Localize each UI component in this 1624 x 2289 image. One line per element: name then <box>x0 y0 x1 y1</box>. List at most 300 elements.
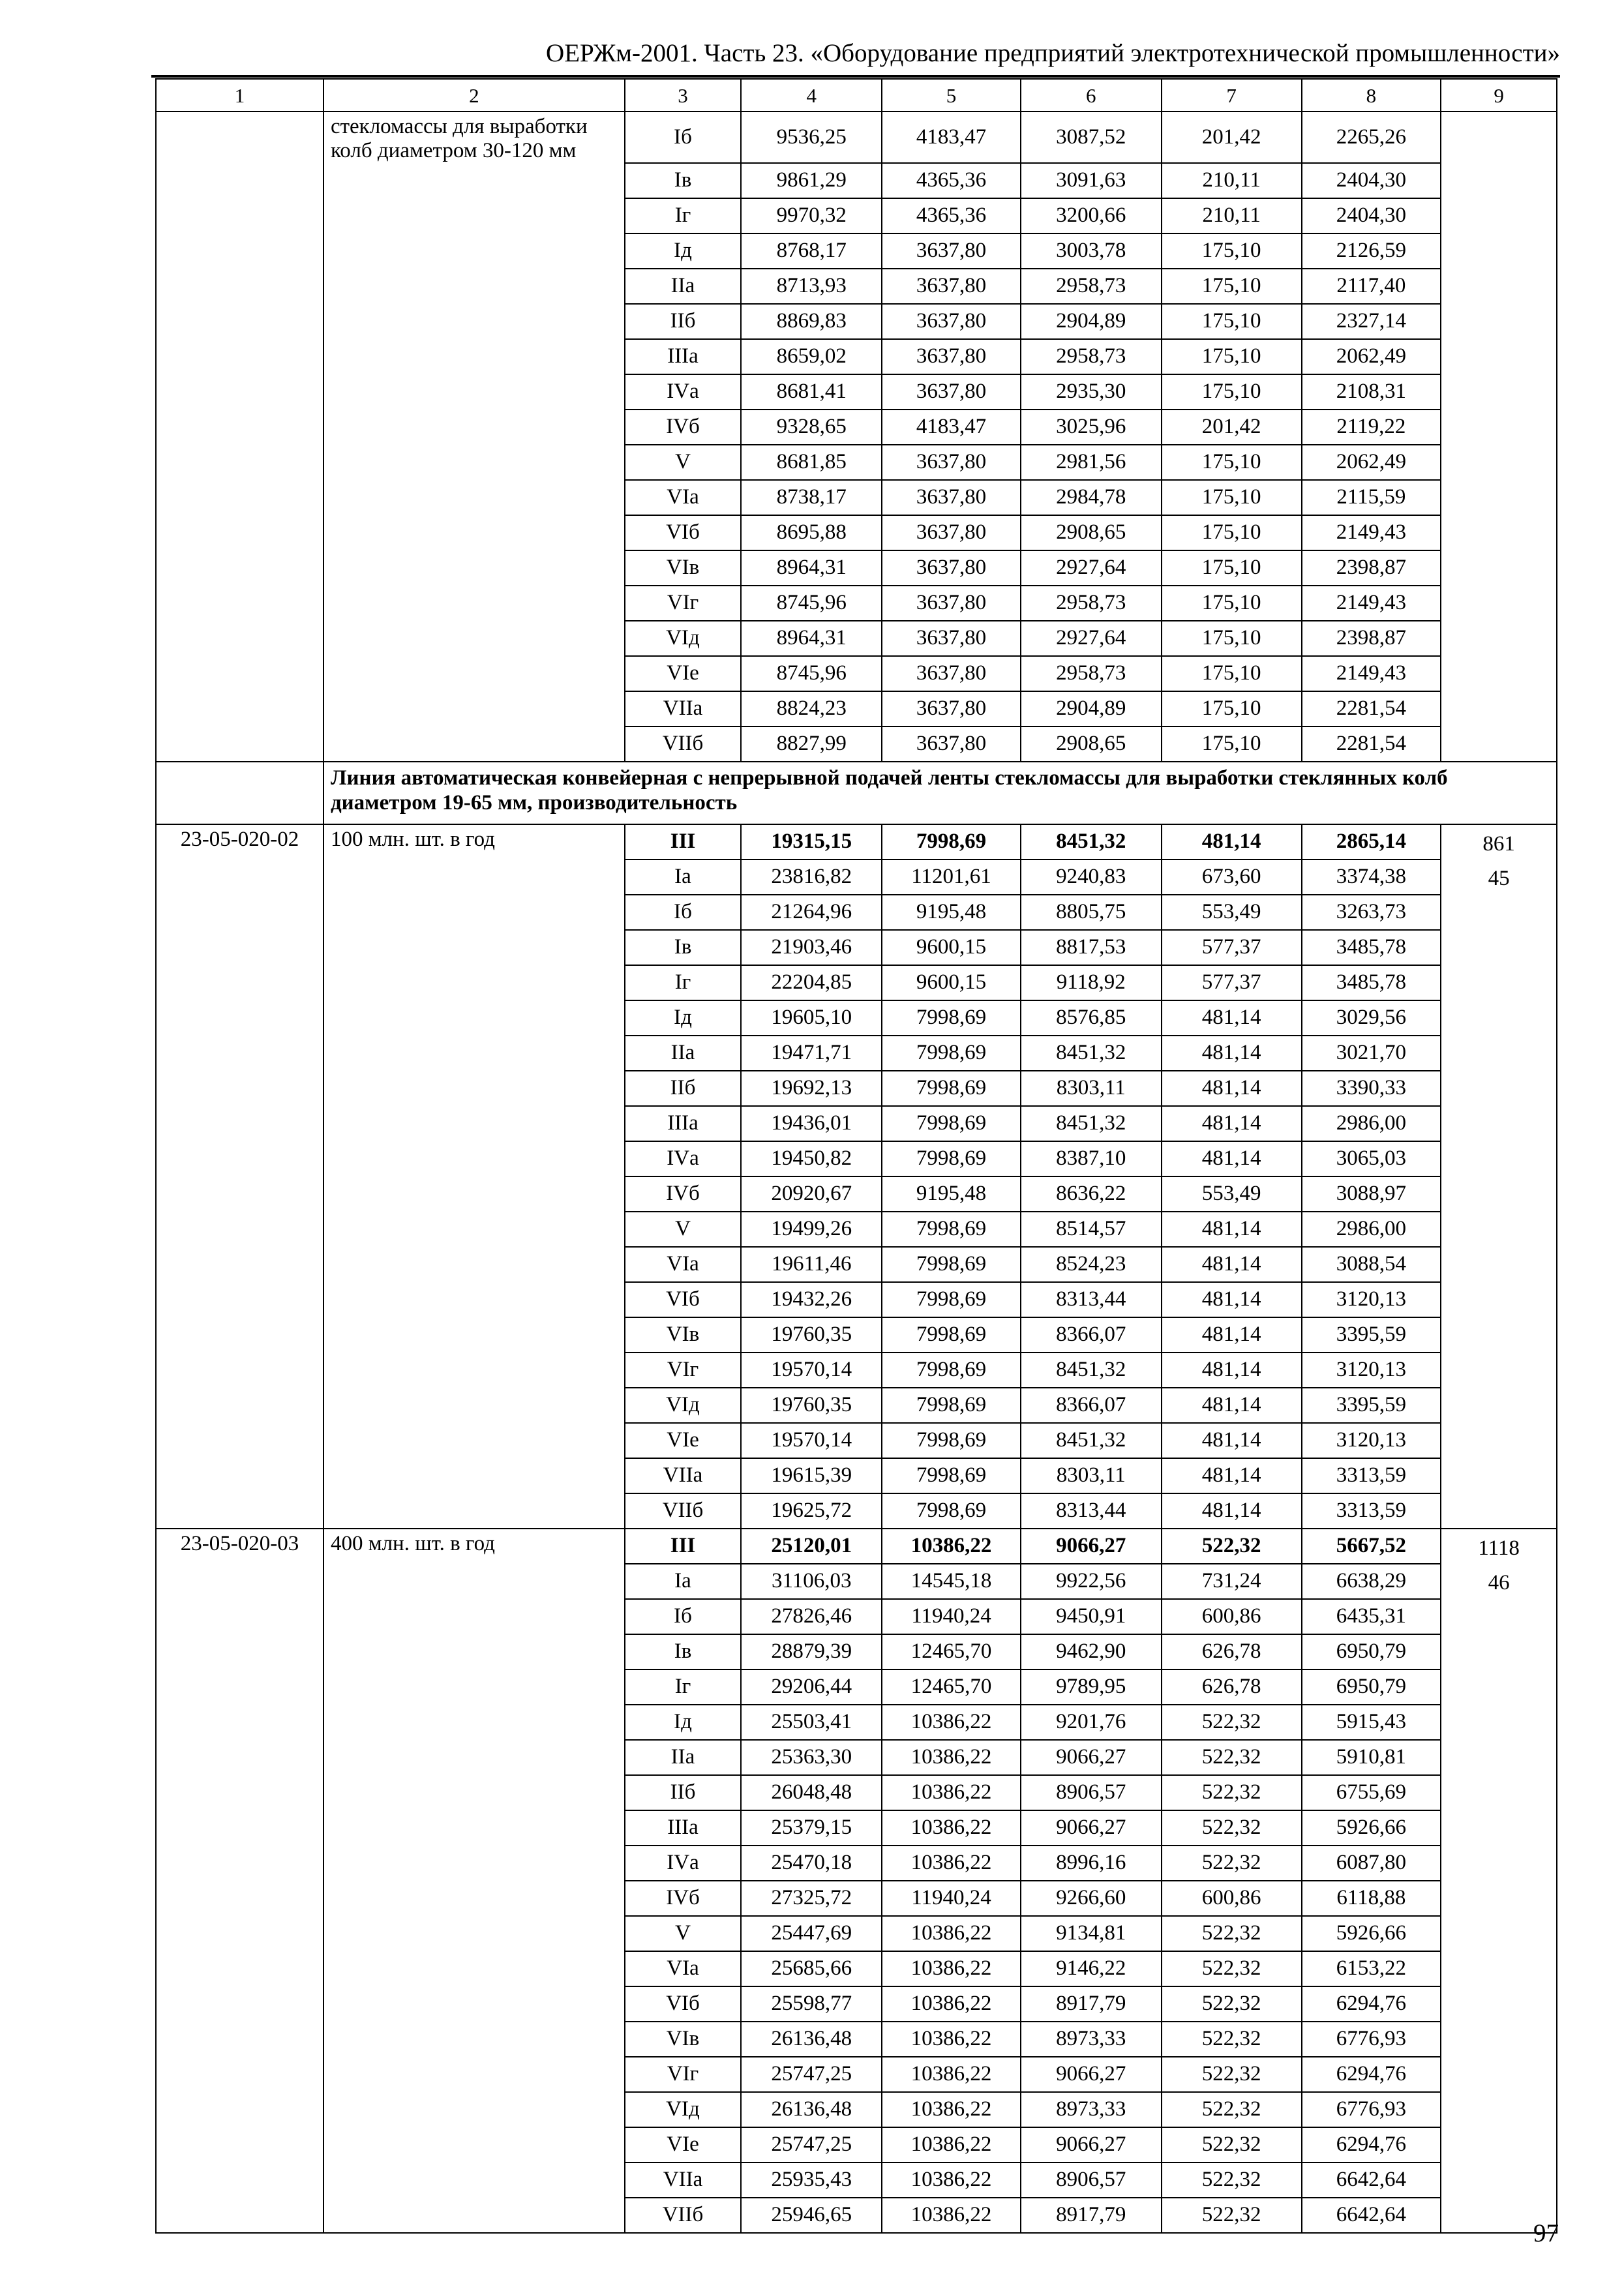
value-cell: 7998,69 <box>882 1423 1021 1458</box>
description-cell <box>323 1493 625 1529</box>
value-cell: 9134,81 <box>1021 1916 1162 1951</box>
value-cell: 175,10 <box>1162 233 1302 269</box>
value-cell: 10386,22 <box>882 2127 1021 2162</box>
code-cell <box>156 2057 323 2092</box>
section-title-row <box>156 762 1557 824</box>
table-row <box>156 2092 1557 2127</box>
value-cell: 2958,73 <box>1021 586 1162 621</box>
value-cell: 8917,79 <box>1021 1986 1162 2022</box>
description-cell <box>323 339 625 374</box>
value-cell: 175,10 <box>1162 374 1302 410</box>
value-cell: 481,14 <box>1162 1212 1302 1247</box>
section-empty-cell <box>156 762 323 824</box>
category-cell: VIд <box>625 621 742 656</box>
col9-cell <box>1441 112 1557 163</box>
description-cell <box>323 2198 625 2233</box>
value-cell: 626,78 <box>1162 1634 1302 1669</box>
col9-cell <box>1441 1846 1557 1881</box>
value-cell: 4183,47 <box>882 410 1021 445</box>
value-cell: 3374,38 <box>1302 860 1441 895</box>
value-cell: 5910,81 <box>1302 1740 1441 1775</box>
value-cell: 522,32 <box>1162 1740 1302 1775</box>
value-cell: 3637,80 <box>882 304 1021 339</box>
value-cell: 7998,69 <box>882 1317 1021 1353</box>
col9-cell: 1118 <box>1441 1529 1557 1564</box>
value-cell: 3390,33 <box>1302 1071 1441 1106</box>
category-cell: IVб <box>625 1881 742 1916</box>
category-cell: Iб <box>625 112 742 163</box>
description-cell <box>323 1951 625 1986</box>
description-cell <box>323 965 625 1000</box>
description-cell <box>323 163 625 198</box>
value-cell: 175,10 <box>1162 269 1302 304</box>
value-cell: 522,32 <box>1162 2022 1302 2057</box>
value-cell: 8906,57 <box>1021 2162 1162 2198</box>
value-cell: 210,11 <box>1162 198 1302 233</box>
table-row <box>156 1705 1557 1740</box>
table-row <box>156 1282 1557 1317</box>
code-cell <box>156 1669 323 1705</box>
category-cell: IIа <box>625 1036 742 1071</box>
value-cell: 9450,91 <box>1021 1599 1162 1634</box>
description-cell <box>323 621 625 656</box>
value-cell: 2327,14 <box>1302 304 1441 339</box>
value-cell: 522,32 <box>1162 1529 1302 1564</box>
code-cell <box>156 1634 323 1669</box>
category-cell: Iд <box>625 1705 742 1740</box>
col9-cell <box>1441 374 1557 410</box>
value-cell: 600,86 <box>1162 1881 1302 1916</box>
value-cell: 9600,15 <box>882 965 1021 1000</box>
table-row <box>156 1846 1557 1881</box>
table-row <box>156 269 1557 304</box>
description-cell <box>323 515 625 550</box>
value-cell: 522,32 <box>1162 2092 1302 2127</box>
value-cell: 7998,69 <box>882 1071 1021 1106</box>
description-cell <box>323 860 625 895</box>
value-cell: 8713,93 <box>741 269 882 304</box>
value-cell: 10386,22 <box>882 1740 1021 1775</box>
description-cell <box>323 1000 625 1036</box>
description-cell <box>323 586 625 621</box>
description-cell <box>323 1669 625 1705</box>
value-cell: 12465,70 <box>882 1669 1021 1705</box>
value-cell: 7998,69 <box>882 1282 1021 1317</box>
value-cell: 8366,07 <box>1021 1388 1162 1423</box>
rates-table <box>155 78 1557 2234</box>
table-row <box>156 965 1557 1000</box>
value-cell: 210,11 <box>1162 163 1302 198</box>
col9-cell <box>1441 269 1557 304</box>
value-cell: 9066,27 <box>1021 2057 1162 2092</box>
value-cell: 19760,35 <box>741 1317 882 1353</box>
value-cell: 2927,64 <box>1021 621 1162 656</box>
code-cell <box>156 1740 323 1775</box>
value-cell: 25747,25 <box>741 2127 882 2162</box>
value-cell: 481,14 <box>1162 1353 1302 1388</box>
category-cell: IIIа <box>625 1106 742 1141</box>
table-row <box>156 1529 1557 1564</box>
category-cell: VIIа <box>625 1458 742 1493</box>
description-cell <box>323 1634 625 1669</box>
table-row <box>156 2198 1557 2233</box>
table-row <box>156 339 1557 374</box>
value-cell: 31106,03 <box>741 1564 882 1599</box>
value-cell: 21903,46 <box>741 930 882 965</box>
category-cell: V <box>625 1212 742 1247</box>
value-cell: 481,14 <box>1162 824 1302 860</box>
category-cell: V <box>625 445 742 480</box>
table-row <box>156 1423 1557 1458</box>
value-cell: 10386,22 <box>882 1529 1021 1564</box>
value-cell: 175,10 <box>1162 515 1302 550</box>
table-row <box>156 410 1557 445</box>
table-row <box>156 198 1557 233</box>
value-cell: 2958,73 <box>1021 269 1162 304</box>
value-cell: 481,14 <box>1162 1036 1302 1071</box>
value-cell: 481,14 <box>1162 1493 1302 1529</box>
code-cell <box>156 1071 323 1106</box>
value-cell: 2958,73 <box>1021 656 1162 691</box>
value-cell: 8451,32 <box>1021 1423 1162 1458</box>
value-cell: 3637,80 <box>882 269 1021 304</box>
value-cell: 8973,33 <box>1021 2022 1162 2057</box>
table-row <box>156 586 1557 621</box>
col9-cell: 861 <box>1441 824 1557 860</box>
code-cell <box>156 112 323 163</box>
value-cell: 6294,76 <box>1302 2127 1441 2162</box>
description-cell <box>323 1353 625 1388</box>
value-cell: 19760,35 <box>741 1388 882 1423</box>
table-row <box>156 1740 1557 1775</box>
value-cell: 3120,13 <box>1302 1423 1441 1458</box>
description-cell <box>323 304 625 339</box>
value-cell: 3025,96 <box>1021 410 1162 445</box>
code-cell <box>156 445 323 480</box>
value-cell: 19692,13 <box>741 1071 882 1106</box>
value-cell: 8451,32 <box>1021 1353 1162 1388</box>
value-cell: 481,14 <box>1162 1141 1302 1176</box>
code-cell <box>156 1775 323 1810</box>
category-cell: Iв <box>625 930 742 965</box>
table-row <box>156 1986 1557 2022</box>
value-cell: 3313,59 <box>1302 1458 1441 1493</box>
value-cell: 25503,41 <box>741 1705 882 1740</box>
code-cell <box>156 1986 323 2022</box>
value-cell: 2958,73 <box>1021 339 1162 374</box>
col9-cell <box>1441 480 1557 515</box>
category-cell: VIг <box>625 1353 742 1388</box>
value-cell: 25120,01 <box>741 1529 882 1564</box>
value-cell: 9970,32 <box>741 198 882 233</box>
code-cell <box>156 1951 323 1986</box>
value-cell: 8745,96 <box>741 656 882 691</box>
code-cell <box>156 656 323 691</box>
value-cell: 4365,36 <box>882 163 1021 198</box>
value-cell: 8695,88 <box>741 515 882 550</box>
col9-cell <box>1441 445 1557 480</box>
code-cell <box>156 1916 323 1951</box>
value-cell: 10386,22 <box>882 2162 1021 2198</box>
value-cell: 175,10 <box>1162 304 1302 339</box>
value-cell: 8387,10 <box>1021 1141 1162 1176</box>
value-cell: 9066,27 <box>1021 2127 1162 2162</box>
table-row <box>156 1000 1557 1036</box>
value-cell: 10386,22 <box>882 1916 1021 1951</box>
col9-cell <box>1441 1740 1557 1775</box>
code-cell <box>156 1000 323 1036</box>
col9-cell <box>1441 1493 1557 1529</box>
value-cell: 6755,69 <box>1302 1775 1441 1810</box>
value-cell: 19315,15 <box>741 824 882 860</box>
category-cell: VIе <box>625 656 742 691</box>
col9-cell <box>1441 1458 1557 1493</box>
description-cell <box>323 410 625 445</box>
col9-cell <box>1441 1634 1557 1669</box>
col9-cell <box>1441 2162 1557 2198</box>
value-cell: 481,14 <box>1162 1106 1302 1141</box>
col9-cell <box>1441 163 1557 198</box>
value-cell: 9789,95 <box>1021 1669 1162 1705</box>
value-cell: 3120,13 <box>1302 1282 1441 1317</box>
table-row <box>156 656 1557 691</box>
category-cell: IIб <box>625 304 742 339</box>
col9-cell <box>1441 1810 1557 1846</box>
value-cell: 3313,59 <box>1302 1493 1441 1529</box>
category-cell: VIб <box>625 515 742 550</box>
col9-cell <box>1441 1106 1557 1141</box>
code-cell <box>156 1493 323 1529</box>
category-cell: Iа <box>625 860 742 895</box>
category-cell: Iд <box>625 233 742 269</box>
table-row <box>156 515 1557 550</box>
description-cell <box>323 691 625 726</box>
value-cell: 10386,22 <box>882 1705 1021 1740</box>
table-row <box>156 445 1557 480</box>
value-cell: 7998,69 <box>882 1000 1021 1036</box>
value-cell: 8745,96 <box>741 586 882 621</box>
value-cell: 11940,24 <box>882 1599 1021 1634</box>
category-cell: VIIа <box>625 2162 742 2198</box>
col9-cell <box>1441 550 1557 586</box>
value-cell: 201,42 <box>1162 410 1302 445</box>
value-cell: 9266,60 <box>1021 1881 1162 1916</box>
value-cell: 3088,54 <box>1302 1247 1441 1282</box>
value-cell: 8366,07 <box>1021 1317 1162 1353</box>
value-cell: 11201,61 <box>882 860 1021 895</box>
value-cell: 175,10 <box>1162 445 1302 480</box>
value-cell: 9201,76 <box>1021 1705 1162 1740</box>
value-cell: 5667,52 <box>1302 1529 1441 1564</box>
value-cell: 522,32 <box>1162 2198 1302 2233</box>
category-cell: Iб <box>625 895 742 930</box>
value-cell: 22204,85 <box>741 965 882 1000</box>
category-cell: VIб <box>625 1986 742 2022</box>
description-cell <box>323 445 625 480</box>
code-cell <box>156 480 323 515</box>
col9-cell <box>1441 930 1557 965</box>
value-cell: 25363,30 <box>741 1740 882 1775</box>
value-cell: 19432,26 <box>741 1282 882 1317</box>
value-cell: 8681,85 <box>741 445 882 480</box>
value-cell: 2281,54 <box>1302 691 1441 726</box>
value-cell: 600,86 <box>1162 1599 1302 1634</box>
value-cell: 4183,47 <box>882 112 1021 163</box>
value-cell: 26136,48 <box>741 2092 882 2127</box>
value-cell: 2062,49 <box>1302 339 1441 374</box>
value-cell: 28879,39 <box>741 1634 882 1669</box>
value-cell: 522,32 <box>1162 2162 1302 2198</box>
value-cell: 10386,22 <box>882 2022 1021 2057</box>
value-cell: 522,32 <box>1162 2127 1302 2162</box>
category-cell: IIб <box>625 1071 742 1106</box>
table-row <box>156 621 1557 656</box>
value-cell: 8824,23 <box>741 691 882 726</box>
table-row <box>156 163 1557 198</box>
description-cell <box>323 2092 625 2127</box>
table-row <box>156 895 1557 930</box>
value-cell: 19471,71 <box>741 1036 882 1071</box>
category-cell: IIIа <box>625 1810 742 1846</box>
table-row <box>156 1388 1557 1423</box>
value-cell: 2149,43 <box>1302 515 1441 550</box>
code-cell <box>156 1212 323 1247</box>
value-cell: 522,32 <box>1162 2057 1302 2092</box>
code-cell <box>156 1564 323 1599</box>
col9-cell: 45 <box>1441 860 1557 895</box>
code-cell <box>156 1036 323 1071</box>
value-cell: 10386,22 <box>882 1986 1021 2022</box>
value-cell: 481,14 <box>1162 1423 1302 1458</box>
code-cell <box>156 2127 323 2162</box>
value-cell: 10386,22 <box>882 1775 1021 1810</box>
value-cell: 25685,66 <box>741 1951 882 1986</box>
table-row <box>156 691 1557 726</box>
col9-cell <box>1441 1317 1557 1353</box>
value-cell: 3637,80 <box>882 586 1021 621</box>
category-cell: III <box>625 1529 742 1564</box>
value-cell: 8524,23 <box>1021 1247 1162 1282</box>
table-row <box>156 304 1557 339</box>
category-cell: IIIа <box>625 339 742 374</box>
table-row <box>156 1669 1557 1705</box>
value-cell: 25470,18 <box>741 1846 882 1881</box>
col9-cell <box>1441 1353 1557 1388</box>
category-cell: VIд <box>625 2092 742 2127</box>
value-cell: 3395,59 <box>1302 1388 1441 1423</box>
column-number-cell: 9 <box>1441 79 1557 112</box>
value-cell: 481,14 <box>1162 1282 1302 1317</box>
category-cell: VIв <box>625 2022 742 2057</box>
category-cell: Iг <box>625 1669 742 1705</box>
value-cell: 8768,17 <box>741 233 882 269</box>
description-cell <box>323 1388 625 1423</box>
description-cell <box>323 480 625 515</box>
value-cell: 481,14 <box>1162 1071 1302 1106</box>
value-cell: 19450,82 <box>741 1141 882 1176</box>
code-cell <box>156 1846 323 1881</box>
value-cell: 2935,30 <box>1021 374 1162 410</box>
header-rule <box>151 75 1560 78</box>
value-cell: 201,42 <box>1162 112 1302 163</box>
value-cell: 3029,56 <box>1302 1000 1441 1036</box>
value-cell: 673,60 <box>1162 860 1302 895</box>
table-row <box>156 2162 1557 2198</box>
table-row <box>156 1493 1557 1529</box>
value-cell: 175,10 <box>1162 726 1302 762</box>
description-cell: 100 млн. шт. в год <box>323 824 625 860</box>
code-cell <box>156 726 323 762</box>
value-cell: 2981,56 <box>1021 445 1162 480</box>
section-title: Линия автоматическая конвейерная с непрерывной подачей ленты стекломассы для выработки стеклянных колб диаметром 19-65 мм, производительность <box>323 762 1557 824</box>
description-cell: 400 млн. шт. в год <box>323 1529 625 1564</box>
col9-cell <box>1441 621 1557 656</box>
table-row <box>156 550 1557 586</box>
col9-cell <box>1441 2057 1557 2092</box>
code-cell <box>156 1176 323 1212</box>
category-cell: VIг <box>625 586 742 621</box>
value-cell: 8451,32 <box>1021 824 1162 860</box>
description-cell <box>323 656 625 691</box>
value-cell: 27826,46 <box>741 1599 882 1634</box>
category-cell: Iг <box>625 198 742 233</box>
value-cell: 8313,44 <box>1021 1493 1162 1529</box>
value-cell: 7998,69 <box>882 1141 1021 1176</box>
category-cell: VIе <box>625 1423 742 1458</box>
col9-cell <box>1441 1000 1557 1036</box>
value-cell: 481,14 <box>1162 1000 1302 1036</box>
table-row <box>156 1353 1557 1388</box>
table-row <box>156 233 1557 269</box>
value-cell: 9240,83 <box>1021 860 1162 895</box>
value-cell: 26048,48 <box>741 1775 882 1810</box>
description-cell <box>323 1212 625 1247</box>
description-cell <box>323 233 625 269</box>
col9-cell <box>1441 2092 1557 2127</box>
description-cell <box>323 2022 625 2057</box>
table-row <box>156 1881 1557 1916</box>
value-cell: 3485,78 <box>1302 930 1441 965</box>
value-cell: 10386,22 <box>882 1951 1021 1986</box>
value-cell: 175,10 <box>1162 656 1302 691</box>
value-cell: 3395,59 <box>1302 1317 1441 1353</box>
value-cell: 5915,43 <box>1302 1705 1441 1740</box>
code-cell <box>156 2092 323 2127</box>
value-cell: 20920,67 <box>741 1176 882 1212</box>
value-cell: 6153,22 <box>1302 1951 1441 1986</box>
col9-cell <box>1441 586 1557 621</box>
value-cell: 25747,25 <box>741 2057 882 2092</box>
value-cell: 8514,57 <box>1021 1212 1162 1247</box>
table-row <box>156 1176 1557 1212</box>
col9-cell <box>1441 965 1557 1000</box>
code-cell <box>156 586 323 621</box>
value-cell: 8917,79 <box>1021 2198 1162 2233</box>
code-cell <box>156 1388 323 1423</box>
category-cell: IVа <box>625 1141 742 1176</box>
table-row <box>156 1317 1557 1353</box>
description-cell <box>323 1317 625 1353</box>
value-cell: 6642,64 <box>1302 2162 1441 2198</box>
value-cell: 175,10 <box>1162 691 1302 726</box>
value-cell: 25946,65 <box>741 2198 882 2233</box>
table-row <box>156 1141 1557 1176</box>
code-cell <box>156 515 323 550</box>
category-cell: Iб <box>625 1599 742 1634</box>
value-cell: 6294,76 <box>1302 1986 1441 2022</box>
category-cell: VIв <box>625 550 742 586</box>
description-cell <box>323 930 625 965</box>
